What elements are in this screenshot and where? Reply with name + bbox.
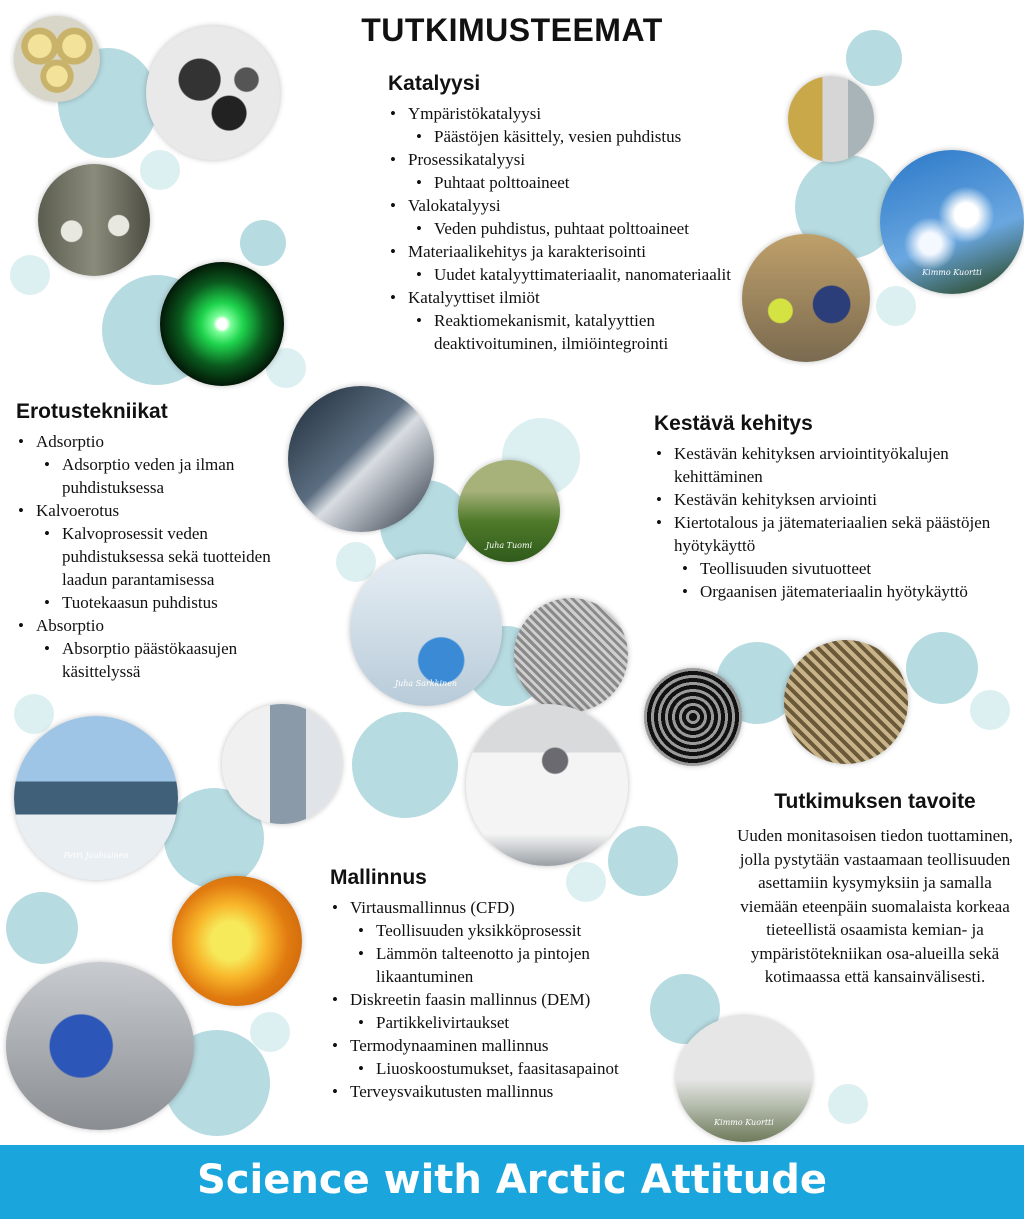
- reactor-equipment-photo: [788, 76, 874, 162]
- section-katalyysi: [388, 72, 738, 355]
- decor-bubble: [970, 690, 1010, 730]
- section-heading: Tutkimuksen tavoite: [774, 790, 976, 813]
- sub-bullet-item: • Teollisuuden yksikköprosessit: [330, 919, 660, 942]
- section-heading: Erotustekniikat: [16, 400, 168, 423]
- bullet-list: [654, 442, 1024, 603]
- bullet-item: • Kalvoerotus: [16, 499, 306, 522]
- decor-bubble: [240, 220, 286, 266]
- membrane-module-photo: [288, 386, 434, 532]
- microscope-researcher-photo: [222, 704, 342, 824]
- sky-trees-photo: [880, 150, 1024, 294]
- sub-bullet-item: • Veden puhdistus, puhtaat polttoaineet: [388, 217, 738, 240]
- lab-pipette-photo: [350, 554, 502, 706]
- porous-structure-photo: [644, 668, 742, 766]
- sub-bullet-item: • Uudet katalyyttimateriaalit, nanomateriaalit: [388, 263, 738, 286]
- fiber-microscopy-photo: [514, 598, 628, 712]
- photo-credit: Kimmo Kuortti: [714, 1117, 774, 1127]
- bullet-item: • Valokatalyysi: [388, 194, 738, 217]
- bullet-item: • Absorptio: [16, 614, 306, 637]
- bullet-item: • Prosessikatalyysi: [388, 148, 738, 171]
- goal-text: Uuden monitasoisen tiedon tuottaminen, jolla pystytään vastaamaan teollisuuden asettamiin kysymyksiin ja samalla viemään eteenpäin suomalaista korkeaa tieteellistä osaamista kemian- ja ympäristötekniikan osa-alueilla sekä kotimaassa että kansainvälisesti.: [737, 826, 1013, 986]
- bullet-list: [330, 896, 660, 1103]
- green-laser-photo: [160, 262, 284, 386]
- decor-bubble: [250, 1012, 290, 1052]
- footer-slogan: Science with Arctic Attitude: [197, 1157, 827, 1203]
- bullet-item: • Materiaalikehitys ja karakterisointi: [388, 240, 738, 263]
- sub-bullet-item: • Reaktiomekanismit, katalyyttien deaktivoituminen, ilmiöintegrointi: [388, 309, 738, 355]
- section-research-goal: [730, 790, 1020, 989]
- sub-bullet-item: • Tuotekaasun puhdistus: [16, 591, 306, 614]
- bullet-item: • Kestävän kehityksen arviointi: [654, 488, 1024, 511]
- sub-bullet-item: • Teollisuuden sivutuotteet: [654, 557, 1024, 580]
- decor-bubble: [140, 150, 180, 190]
- bullet-item: • Ympäristökatalyysi: [388, 102, 738, 125]
- decor-bubble: [336, 542, 376, 582]
- section-heading: Katalyysi: [388, 72, 481, 95]
- section-erotustekniikat: [16, 400, 306, 683]
- sub-bullet-item: • Orgaanisen jätemateriaalin hyötykäyttö: [654, 580, 1024, 603]
- section-mallinnus: [330, 866, 660, 1103]
- decor-bubble: [876, 286, 916, 326]
- photo-credit: Petri Jauhiainen: [63, 851, 129, 861]
- photo-credit: Juha Sarkkinen: [394, 678, 458, 688]
- section-heading: Kestävä kehitys: [654, 412, 813, 435]
- cfd-simulation-photo: [172, 876, 302, 1006]
- decor-bubble: [10, 255, 50, 295]
- misty-forest-photo: [676, 1016, 812, 1142]
- bullet-item: • Diskreetin faasin mallinnus (DEM): [330, 988, 660, 1011]
- bullet-item: • Kestävän kehityksen arviointityökalujen kehittäminen: [654, 442, 1024, 488]
- photo-credit: Kimmo Kuortti: [922, 267, 982, 277]
- bullet-item: • Terveysvaikutusten mallinnus: [330, 1080, 660, 1103]
- decor-bubble: [906, 632, 978, 704]
- decor-bubble: [6, 892, 78, 964]
- photo-credit: Juha Tuomi: [485, 540, 533, 550]
- bullet-item: • Katalyyttiset ilmiöt: [388, 286, 738, 309]
- footer-banner: [0, 1145, 1024, 1219]
- bullet-item: • Kiertotalous ja jätemateriaalien sekä päästöjen hyötykäyttö: [654, 511, 1024, 557]
- workers-safety-photo: [742, 234, 870, 362]
- sub-bullet-item: • Lämmön talteenotto ja pintojen likaantuminen: [330, 942, 660, 988]
- sub-bullet-item: • Adsorptio veden ja ilman puhdistuksessa: [16, 453, 306, 499]
- bullet-item: • Adsorptio: [16, 430, 306, 453]
- bullet-list: [388, 102, 738, 355]
- page-title: TUTKIMUSTEEMAT: [361, 12, 663, 48]
- sub-bullet-item: • Liuoskoostumukset, faasitasapainot: [330, 1057, 660, 1080]
- sub-bullet-item: • Kalvoprosessit veden puhdistuksessa sekä tuotteiden laadun parantamisessa: [16, 522, 306, 591]
- bullet-list: [16, 430, 306, 683]
- bullet-item: • Virtausmallinnus (CFD): [330, 896, 660, 919]
- section-kestava-kehitys: [654, 412, 1024, 603]
- sub-bullet-item: • Partikkelivirtaukset: [330, 1011, 660, 1034]
- pine-forest-photo: [458, 460, 560, 562]
- sub-bullet-item: • Päästöjen käsittely, vesien puhdistus: [388, 125, 738, 148]
- lake-ice-photo: [14, 716, 178, 880]
- worker-sampling-photo: [6, 962, 194, 1130]
- bullet-item: • Termodynaaminen mallinnus: [330, 1034, 660, 1057]
- sub-bullet-item: • Puhtaat polttoaineet: [388, 171, 738, 194]
- lab-researchers-photo: [466, 704, 628, 866]
- decor-bubble: [352, 712, 458, 818]
- section-heading: Mallinnus: [330, 866, 427, 889]
- decor-bubble: [828, 1084, 868, 1124]
- sub-bullet-item: • Absorptio päästökaasujen käsittelyssä: [16, 637, 306, 683]
- decor-bubble: [14, 694, 54, 734]
- metal-mesh-photo: [784, 640, 908, 764]
- glass-flasks-photo: [38, 164, 150, 276]
